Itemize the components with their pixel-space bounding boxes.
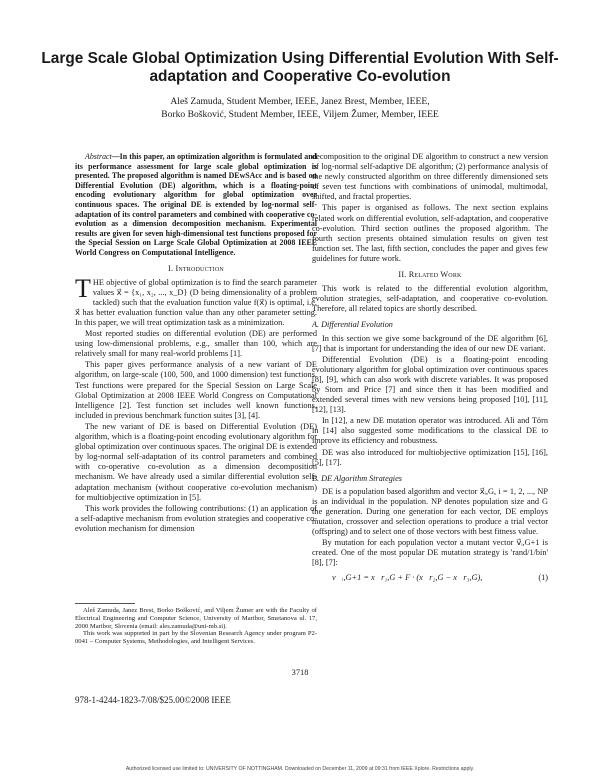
- section-heading-related-work: II. Related Work: [398, 270, 462, 280]
- intro-paragraph-4: The new variant of DE is based on Differential Evolution (DE) algorithm, which is a floating-point encoding evolutionary algorithm for global optimization over continuous spaces. The original DE is extended by log-normal self-adaptation of its control parameters and combined with co-operative co-evolution as a dimension decomposition mechanism. We have already used a similar differential evolution self-adaptation mechanism (without cooperative co-evolution mechanism) for multiobjective optimization in [5].: [75, 421, 317, 502]
- strategies-paragraph-1: DE is a population based algorithm and vector x⃗ᵢ,G, i = 1, 2, ..., NP is an individual in the population. NP denotes population size and G the generation. During one generation for each vector, DE employs mutation, crossover and selection operations to produce a trial vector (offspring) and to select one of those vectors with best fitness value.: [312, 486, 548, 537]
- intro-paragraph-5: This work provides the following contributions: (1) an application of a self-adaptive mechanism from evolution strategies and cooperative co-evolution mechanism for dimension: [75, 503, 317, 533]
- de-paragraph-2: Differential Evolution (DE) is a floating-point encoding evolutionary algorithm for global optimization over continuous spaces [8], [9], which can also work with discrete variables. It was proposed by Storn and Price [7] and since then it has been modified and extended several times with new versions being proposed [10], [11], [12], [13].: [312, 354, 548, 415]
- abstract-label: Abstract: [85, 152, 112, 161]
- intro-paragraph-1: [75, 273, 317, 328]
- authors-line-2: Borko Bošković, Student Member, IEEE, Viljem Žumer, Member, IEEE: [161, 108, 439, 120]
- strategies-paragraph-2: By mutation for each population vector a mutant vector v⃗ᵢ,G+1 is created. One of the most popular DE mutation strategy is 'rand/1/bin' [8], [7]:: [312, 538, 548, 568]
- subsection-heading-de: A. Differential Evolution: [312, 320, 393, 330]
- subsection-heading-strategies: B. DE Algorithm Strategies: [312, 473, 402, 483]
- page-number: 3718: [291, 668, 309, 677]
- de-paragraph-3: In [12], a new DE mutation operator was introduced. Ali and Törn in [14] also suggested some modifications to the classical DE to improve its efficiency and robustness.: [312, 416, 548, 446]
- drop-cap: T: [75, 273, 91, 303]
- related-paragraph: This work is related to the differential evolution algorithm, evolution strategies, self-adaptation, and cooperative co-evolution. Therefore, all related topics are shortly described.: [312, 284, 548, 314]
- organisation-paragraph: This paper is organised as follows. The next section explains related work on differential evolution, self-adaptation, and cooperative co-evolution. Third section outlines the proposed algorithm. The fourth section presents obtained simulation results on given test function set. The last, fifth section, concludes the paper and gives few guidelines for future work.: [312, 203, 548, 263]
- equation-1: [312, 573, 548, 583]
- abstract-text: —In this paper, an optimization algorithm is formulated and its performance assessment for large scale global optimization is presented. The proposed algorithm is named DEwSAcc and is based on Differential Evolution (DE) algorithm, which is a floating-point encoding evolutionary algorithm for global optimization over continuous spaces. The original DE is extended by log-normal self-adaptation of its control parameters and combined with cooperative co-evolution as a dimension decomposition mechanism. Experimental results are given for seven high-dimensional test functions proposed for the Special Session on Large Scale Global Optimization at 2008 IEEE World Congress on Computational Intelligence.: [75, 152, 317, 257]
- isbn-line: 978-1-4244-1823-7/08/$25.00©2008 IEEE: [75, 695, 231, 705]
- intro-paragraph-2: Most reported studies on differential evolution (DE) are performed using low-dimensional problems, e.g., smaller than 100, which are relatively small for many real-world problems [1].: [75, 329, 317, 359]
- intro-paragraph-1-text: HE objective of global optimization is to find the search parameter values x⃗ = {x₁, x₂, ..., x_D} (D being dimensionality of a problem tackled) such that the evaluation function value f(x⃗) is optimal, i.e. x⃗ has better evaluation function value than any other parameter setting. In this paper, we will treat optimization task as a minimization.: [75, 277, 317, 327]
- footnote: [75, 603, 317, 646]
- author-block: [40, 96, 560, 121]
- equation-number: (1): [538, 572, 548, 582]
- paper-title: Large Scale Global Optimization Using Differential Evolution With Self-adaptation and Cooperative Co-evolution: [41, 50, 559, 85]
- intro-paragraph-3: This paper gives performance analysis of a new variant of DE algorithm, on large-scale (100, 500, and 1000 dimension) test functions. Test functions were prepared for the Special Session on Large Scale Global Optimization at 2008 IEEE World Congress on Computational Intelligence [2]. Test function set includes well known functions, included in previous benchmark function suites [3], [4].: [75, 360, 317, 420]
- contributions-paragraph: decomposition to the original DE algorithm to construct a new version of log-normal self-adaptive DE algorithm; (2) performance analysis of the newly constructed algorithm on three differently dimensioned sets of seven test functions with combinations of unimodal, multimodal, shifted, and fractal properties.: [312, 152, 548, 202]
- left-column: [75, 152, 317, 535]
- footnote-funding: This work was supported in part by the Slovenian Research Agency under program P2-0041 – Computer Systems, Methodologies, and Intelligent Services.: [75, 630, 317, 646]
- footnote-rule: [75, 603, 135, 604]
- right-column: [312, 152, 548, 583]
- de-paragraph-4: DE was also introduced for multiobjective optimization [15], [16], [5], [17].: [312, 447, 548, 467]
- authorized-use-notice: Authorized licensed use limited to: UNIVERSITY OF NOTTINGHAM. Downloaded on December 11, 2009 at 09:31 from IEEE Xplore. Restrictions apply.: [125, 766, 475, 772]
- abstract: [75, 152, 317, 258]
- authors-line-1: Aleš Zamuda, Student Member, IEEE, Janez Brest, Member, IEEE,: [170, 96, 430, 107]
- footnote-affiliation: Aleš Zamuda, Janez Brest, Borko Bošković, and Viljem Žumer are with the Faculty of Electrical Engineering and Computer Science, University of Maribor, Smetanova ul. 17, 2000 Maribor, Slovenia (email: ales.zamuda@uni-mb.si).: [75, 607, 317, 630]
- de-paragraph-1: In this section we give some background of the DE algorithm [6], [7] that is important for understanding the idea of our new DE variant.: [312, 333, 548, 353]
- equation-body: v⃗ᵢ,G+1 = x⃗r₁,G + F · (x⃗r₂,G − x⃗r₃,G),: [332, 572, 483, 582]
- section-heading-introduction: I. Introduction: [168, 263, 224, 273]
